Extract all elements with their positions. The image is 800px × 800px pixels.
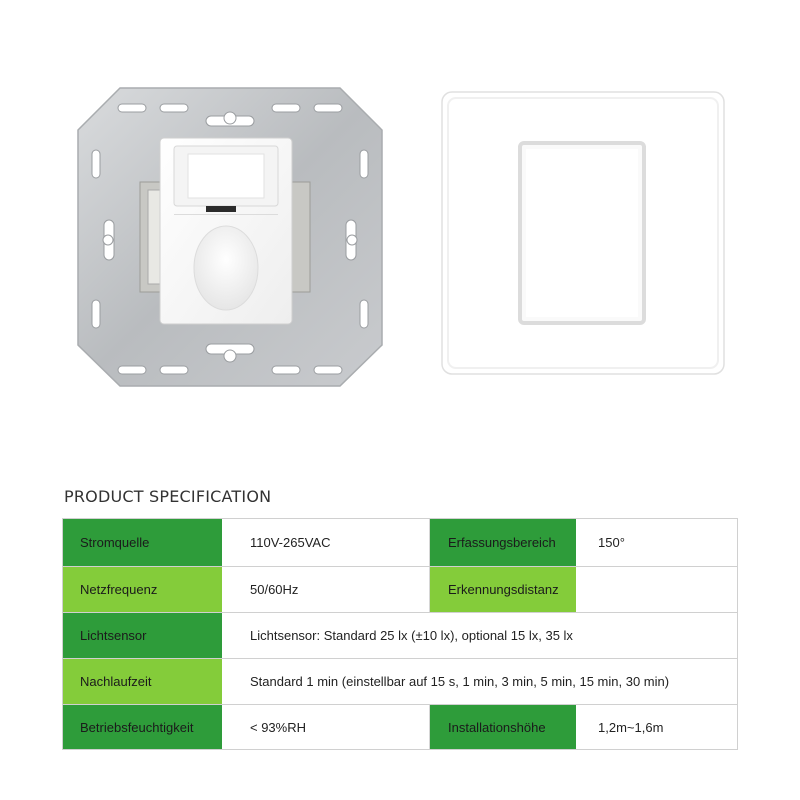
spec-label: Installationshöhe bbox=[430, 704, 576, 750]
spec-label: Erkennungsdistanz bbox=[430, 566, 576, 612]
table-row bbox=[62, 704, 738, 750]
spec-label: Nachlaufzeit bbox=[62, 658, 222, 704]
spec-table bbox=[62, 518, 738, 750]
spec-title: PRODUCT SPECIFICATION bbox=[64, 487, 272, 506]
motion-sensor-module bbox=[140, 138, 310, 324]
spec-value: 150° bbox=[576, 518, 738, 566]
spec-label: Netzfrequenz bbox=[62, 566, 222, 612]
table-row bbox=[62, 658, 738, 704]
spec-value: 110V-265VAC bbox=[222, 518, 430, 566]
table-row bbox=[62, 566, 738, 612]
spec-label: Lichtsensor bbox=[62, 612, 222, 658]
spec-value: 50/60Hz bbox=[222, 566, 430, 612]
spec-value: 1,2m~1,6m bbox=[576, 704, 738, 750]
row-divider bbox=[62, 612, 738, 613]
table-row bbox=[62, 518, 738, 566]
spec-label: Stromquelle bbox=[62, 518, 222, 566]
spec-value: Lichtsensor: Standard 25 lx (±10 lx), optional 15 lx, 35 lx bbox=[250, 627, 573, 643]
spec-value: Standard 1 min (einstellbar auf 15 s, 1 min, 3 min, 5 min, 15 min, 30 min) bbox=[250, 673, 670, 689]
row-divider bbox=[62, 658, 738, 659]
row-divider bbox=[62, 566, 738, 567]
row-divider bbox=[62, 704, 738, 705]
table-row bbox=[62, 612, 738, 658]
spec-label: Erfassungsbereich bbox=[430, 518, 576, 566]
cover-plate bbox=[442, 92, 724, 374]
spec-value: < 93%RH bbox=[222, 704, 430, 750]
spec-value bbox=[576, 566, 738, 612]
spec-label: Betriebsfeuchtigkeit bbox=[62, 704, 222, 750]
